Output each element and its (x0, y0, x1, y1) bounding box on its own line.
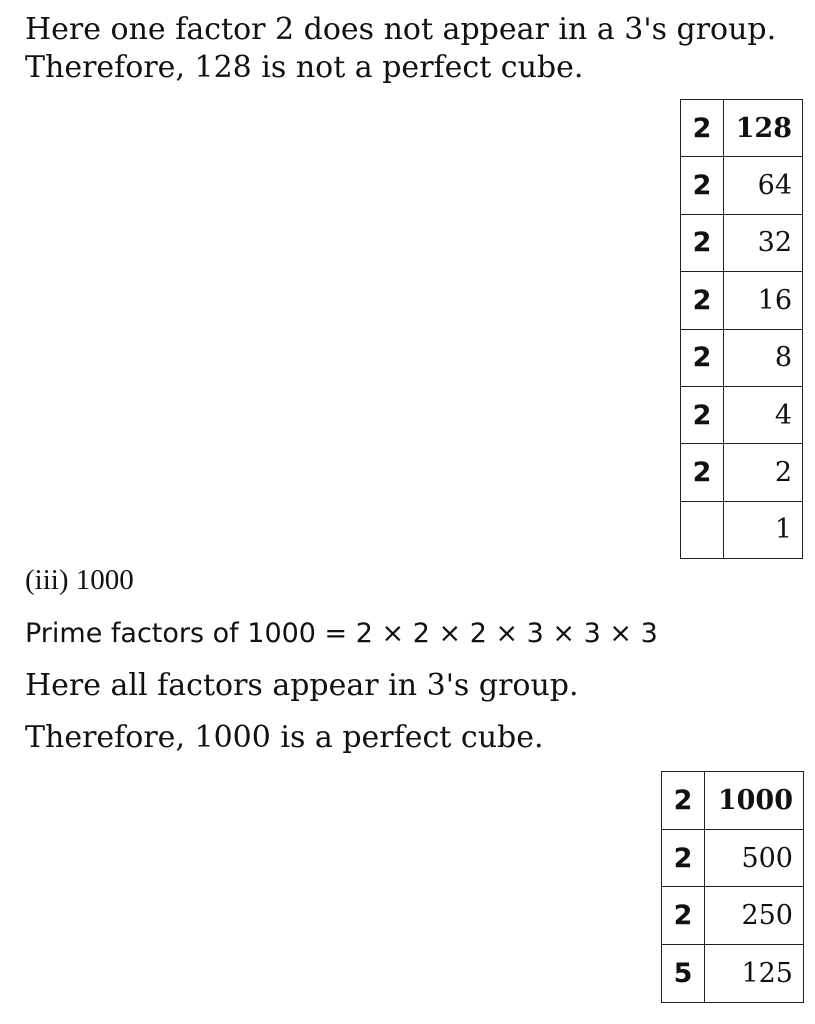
quotient-cell: 125 (705, 945, 804, 1003)
quotient-cell: 1 (724, 501, 803, 558)
divisor-cell: 2 (662, 772, 705, 830)
table-row (681, 214, 803, 271)
divisor-cell: 5 (662, 945, 705, 1003)
divisor-cell: 2 (662, 829, 705, 887)
quotient-cell: 64 (724, 157, 803, 214)
quotient-cell: 500 (705, 829, 804, 887)
table-row (681, 329, 803, 386)
quotient-cell: 8 (724, 329, 803, 386)
divisor-cell: 2 (662, 887, 705, 945)
factor-table-128 (680, 99, 803, 559)
quotient-cell: 16 (724, 272, 803, 329)
table-row (662, 829, 804, 887)
table-row (662, 887, 804, 945)
quotient-cell: 4 (724, 386, 803, 443)
quotient-cell: 128 (724, 100, 803, 157)
table-row (681, 100, 803, 157)
factor-table-1000 (661, 771, 804, 1003)
table-row (681, 501, 803, 558)
table-row (662, 945, 804, 1003)
quotient-cell: 2 (724, 444, 803, 501)
quotient-cell: 250 (705, 887, 804, 945)
quotient-cell: 1000 (705, 772, 804, 830)
divisor-cell: 2 (681, 214, 724, 271)
conclusion-line: Therefore, 1000 is a perfect cube. (25, 720, 544, 755)
intro-line-1: Here one factor 2 does not appear in a 3's group. (25, 12, 777, 47)
divisor-cell: 2 (681, 157, 724, 214)
table-row (681, 386, 803, 443)
divisor-cell: 2 (681, 329, 724, 386)
table-row (681, 157, 803, 214)
intro-line-2: Therefore, 128 is not a perfect cube. (25, 50, 584, 85)
part-iii-label: (iii) 1000 (25, 564, 134, 596)
divisor-cell: 2 (681, 272, 724, 329)
table-row (681, 444, 803, 501)
table-row (662, 772, 804, 830)
statement-line: Here all factors appear in 3's group. (25, 668, 579, 703)
divisor-cell: 2 (681, 444, 724, 501)
table-row (681, 272, 803, 329)
divisor-cell: 2 (681, 100, 724, 157)
divisor-cell (681, 501, 724, 558)
prime-factors-line: Prime factors of 1000 = 2 × 2 × 2 × 3 × 3 × 3 (25, 618, 658, 649)
quotient-cell: 32 (724, 214, 803, 271)
divisor-cell: 2 (681, 386, 724, 443)
